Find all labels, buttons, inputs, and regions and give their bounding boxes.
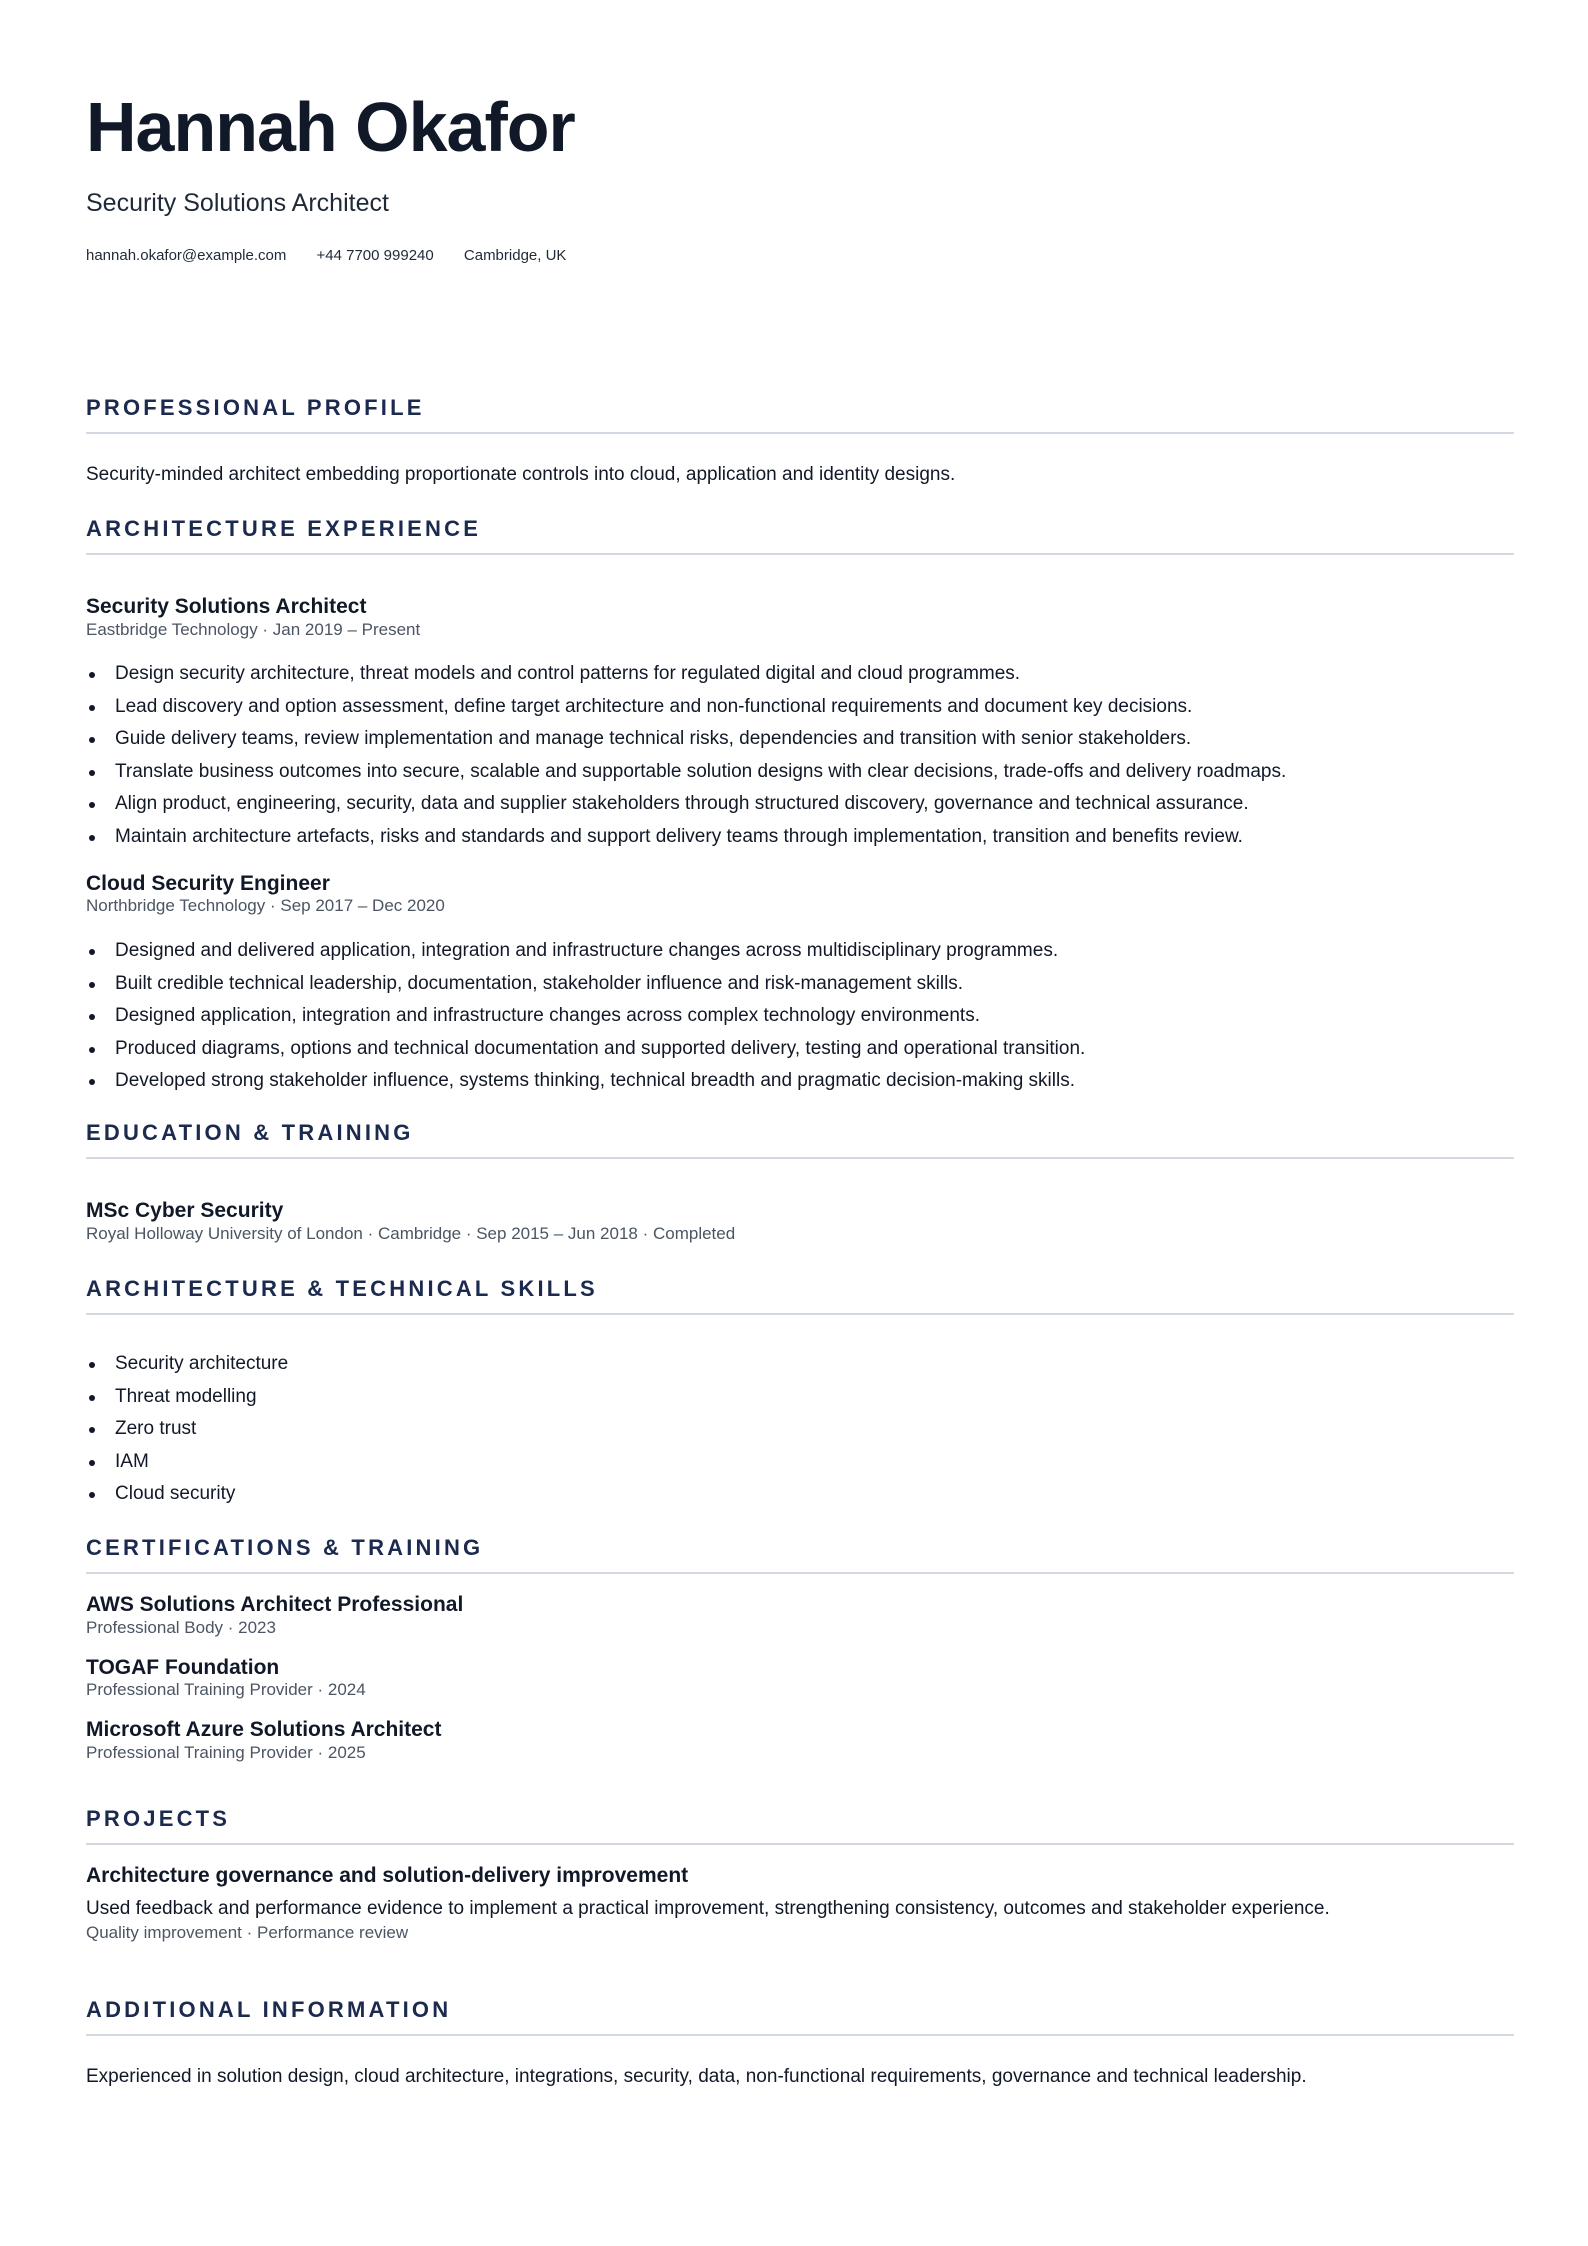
section-heading-projects: PROJECTS [86,1806,231,1831]
certification-title: AWS Solutions Architect Professional [86,1593,464,1616]
certification-meta: Professional Training Provider · 2025 [86,1743,366,1762]
list-item: Designed application, integration and infrastructure changes across complex technology environments. [86,1005,1514,1038]
certification-meta: Professional Body · 2023 [86,1618,276,1637]
candidate-title: Security Solutions Architect [86,189,389,217]
contact-line [86,248,592,263]
list-item: Zero trust [86,1418,1514,1451]
contact-email: hannah.okafor@example.com [86,247,287,264]
section-divider [86,432,1514,434]
job-meta: Northbridge Technology · Sep 2017 – Dec 2020 [86,896,445,915]
skills-list [86,1353,1514,1516]
list-item: IAM [86,1451,1514,1484]
list-item: Translate business outcomes into secure, scalable and supportable solution designs with clear decisions, trade-offs and delivery roadmaps. [86,761,1514,794]
section-heading-education: EDUCATION & TRAINING [86,1120,414,1145]
list-item: Designed and delivered application, integration and infrastructure changes across multidisciplinary programmes. [86,940,1514,973]
list-item: Cloud security [86,1483,1514,1516]
candidate-name: Hannah Okafor [86,88,575,166]
education-title: MSc Cyber Security [86,1199,284,1222]
contact-location: Cambridge, UK [463,247,567,264]
section-heading-experience: ARCHITECTURE EXPERIENCE [86,516,482,541]
job-meta: Eastbridge Technology · Jan 2019 – Present [86,620,421,639]
list-item: Security architecture [86,1353,1514,1386]
certification-title: TOGAF Foundation [86,1656,280,1679]
section-heading-certifications: CERTIFICATIONS & TRAINING [86,1535,484,1560]
list-item: Produced diagrams, options and technical documentation and supported delivery, testing and operational transition. [86,1038,1514,1071]
section-divider [86,2034,1514,2036]
section-divider [86,553,1514,555]
section-heading-additional: ADDITIONAL INFORMATION [86,1997,452,2022]
section-divider [86,1572,1514,1574]
project-description: Used feedback and performance evidence to implement a practical improvement, strengthening consistency, outcomes and stakeholder experience. [86,1898,1330,1919]
certification-meta: Professional Training Provider · 2024 [86,1680,366,1699]
job-title: Security Solutions Architect [86,595,367,618]
job-bullets [86,663,1514,858]
job-title: Cloud Security Engineer [86,872,330,895]
profile-summary: Security-minded architect embedding proportionate controls into cloud, application and identity designs. [86,464,956,485]
certification-title: Microsoft Azure Solutions Architect [86,1718,442,1741]
list-item: Developed strong stakeholder influence, systems thinking, technical breadth and pragmatic decision-making skills. [86,1070,1514,1103]
section-divider [86,1843,1514,1845]
list-item: Design security architecture, threat models and control patterns for regulated digital and cloud programmes. [86,663,1514,696]
list-item: Guide delivery teams, review implementation and manage technical risks, dependencies and transition with senior stakeholders. [86,728,1514,761]
education-meta: Royal Holloway University of London · Cambridge · Sep 2015 – Jun 2018 · Completed [86,1224,736,1243]
section-heading-profile: PROFESSIONAL PROFILE [86,395,425,420]
list-item: Lead discovery and option assessment, define target architecture and non-functional requirements and document key decisions. [86,696,1514,729]
job-bullets [86,940,1514,1103]
project-title: Architecture governance and solution-delivery improvement [86,1864,689,1887]
list-item: Built credible technical leadership, documentation, stakeholder influence and risk-management skills. [86,973,1514,1006]
section-heading-skills: ARCHITECTURE & TECHNICAL SKILLS [86,1276,598,1301]
additional-text: Experienced in solution design, cloud architecture, integrations, security, data, non-functional requirements, governance and technical leadership. [86,2066,1307,2087]
contact-phone: +44 7700 999240 [316,247,434,264]
list-item: Maintain architecture artefacts, risks and standards and support delivery teams through implementation, transition and benefits review. [86,826,1514,859]
section-divider [86,1313,1514,1315]
list-item: Threat modelling [86,1386,1514,1419]
project-tags: Quality improvement · Performance review [86,1923,409,1942]
list-item: Align product, engineering, security, data and supplier stakeholders through structured discovery, governance and technical assurance. [86,793,1514,826]
section-divider [86,1157,1514,1159]
